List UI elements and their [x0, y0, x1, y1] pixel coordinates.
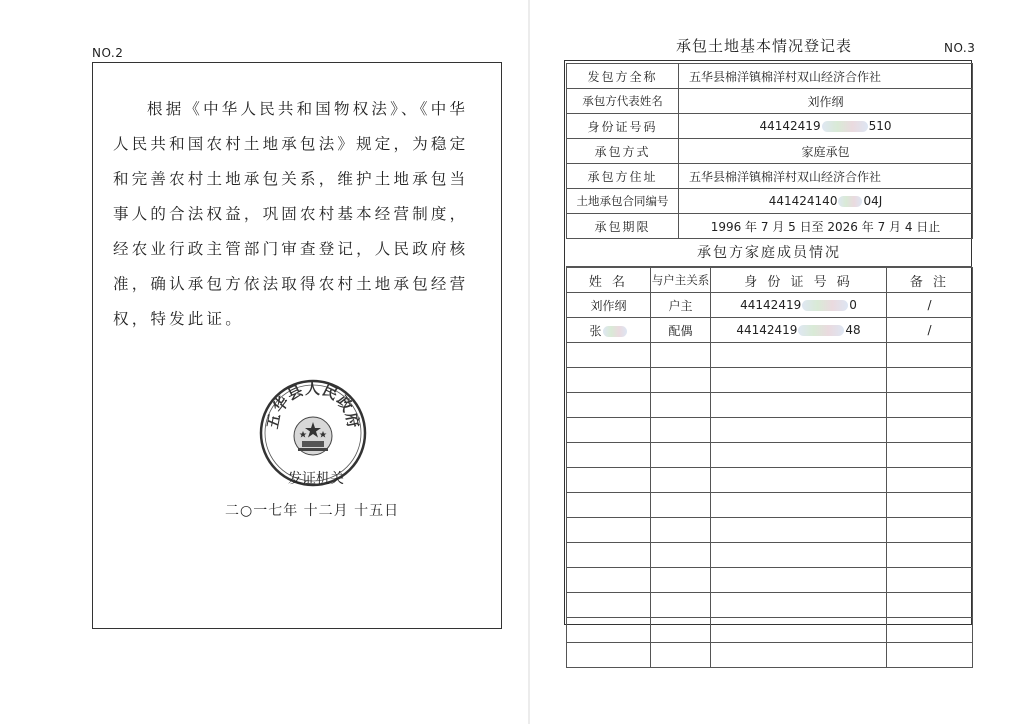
id-prefix: 44142419 — [759, 119, 821, 133]
header-id: 身 份 证 号 码 — [711, 268, 887, 293]
seal-text: 五华县人民政府 — [263, 379, 363, 431]
term-label: 承包期限 — [567, 214, 679, 239]
header-remark: 备 注 — [887, 268, 973, 293]
table-row — [567, 89, 973, 114]
table-row — [567, 468, 973, 493]
mode-label: 承包方式 — [567, 139, 679, 164]
mode-value: 家庭承包 — [679, 139, 973, 164]
member-relation: 配偶 — [651, 318, 711, 343]
table-row — [567, 189, 973, 214]
table-row — [567, 593, 973, 618]
table-row — [567, 318, 973, 343]
table-row — [567, 343, 973, 368]
table-row — [567, 214, 973, 239]
member-id — [711, 293, 887, 318]
certificate-statement: 根据《中华人民共和国物权法》、《中华人民共和国农村土地承包法》规定，为稳定和完善农村土地承包关系，维护土地承包当事人的合法权益，巩固农村基本经营制度，经农业行政主管部门审查登记，人民政府核准，确认承包方依法取得农村土地承包经营权，特发此证。 — [113, 100, 469, 328]
register-title: 承包土地基本情况登记表 — [676, 37, 853, 55]
table-row — [567, 293, 973, 318]
page-number-right: NO.3 — [944, 41, 976, 55]
member-name — [567, 318, 651, 343]
table-row — [567, 618, 973, 643]
issue-date: 二○一七年 十二月 十五日 — [225, 503, 400, 519]
table-row — [567, 518, 973, 543]
contract-suffix: 04J — [863, 194, 883, 208]
member-id-suffix: 48 — [845, 323, 861, 337]
address-label: 承包方住址 — [567, 164, 679, 189]
redaction-mark — [798, 325, 844, 336]
page-number-left: NO.2 — [92, 46, 124, 60]
table-row — [567, 443, 973, 468]
member-relation: 户主 — [651, 293, 711, 318]
contract-prefix: 441424140 — [768, 194, 838, 208]
member-name: 刘作纲 — [567, 293, 651, 318]
id-label: 身份证号码 — [567, 114, 679, 139]
id-suffix: 510 — [868, 119, 892, 133]
basic-info-table — [566, 63, 973, 239]
representative-label: 承包方代表姓名 — [567, 89, 679, 114]
contract-label: 土地承包合同编号 — [567, 189, 679, 214]
member-name-text: 张 — [589, 323, 602, 338]
table-row — [567, 493, 973, 518]
redaction-mark — [603, 326, 627, 337]
table-row — [567, 164, 973, 189]
table-row — [567, 139, 973, 164]
employer-label: 发包方全称 — [567, 64, 679, 89]
address-value: 五华县棉洋镇棉洋村双山经济合作社 — [679, 164, 973, 189]
table-row — [567, 418, 973, 443]
member-id — [711, 318, 887, 343]
redaction-mark — [838, 196, 862, 207]
table-row — [567, 543, 973, 568]
member-id-prefix: 44142419 — [740, 298, 802, 312]
table-row — [567, 643, 973, 668]
table-row — [567, 64, 973, 89]
member-id-suffix: 0 — [849, 298, 857, 312]
term-value: 1996 年 7 月 5 日至 2026 年 7 月 4 日止 — [679, 214, 973, 239]
id-value — [679, 114, 973, 139]
header-relation: 与户主关系 — [651, 268, 711, 293]
table-row — [567, 368, 973, 393]
representative-value: 刘作纲 — [679, 89, 973, 114]
family-section-title: 承包方家庭成员情况 — [566, 241, 972, 267]
redaction-mark — [822, 121, 868, 132]
contract-value — [679, 189, 973, 214]
employer-value: 五华县棉洋镇棉洋村双山经济合作社 — [679, 64, 973, 89]
table-row — [567, 568, 973, 593]
member-id-prefix: 44142419 — [736, 323, 798, 337]
table-header-row — [567, 268, 973, 293]
member-remark: / — [887, 318, 973, 343]
issuer-label: 发证机关 — [288, 471, 344, 487]
family-members-table — [566, 267, 973, 668]
redaction-mark — [802, 300, 848, 311]
table-row — [567, 114, 973, 139]
table-row — [567, 393, 973, 418]
page-fold — [528, 0, 530, 724]
member-remark: / — [887, 293, 973, 318]
header-name: 姓 名 — [567, 268, 651, 293]
